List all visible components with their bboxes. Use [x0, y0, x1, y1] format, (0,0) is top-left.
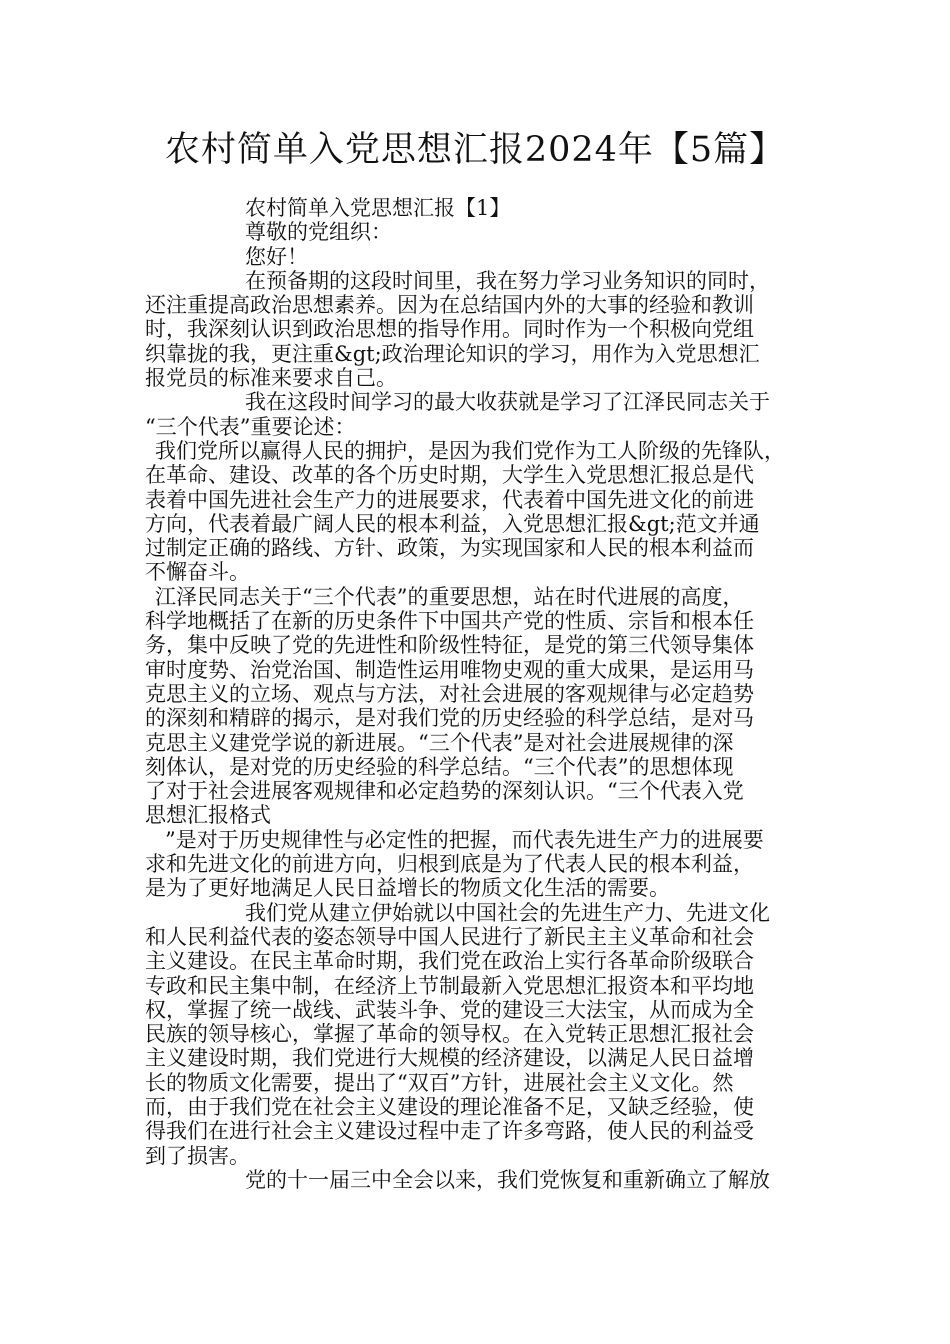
- text-line: 在预备期的这段时间里，我在努力学习业务知识的同时，: [245, 268, 770, 293]
- text-line: 克思主义的立场、观点与方法，对社会进展的客观规律与必定趋势: [145, 681, 754, 706]
- text-line: 我们党所以赢得人民的拥护，是因为我们党作为工人阶级的先锋队，: [155, 438, 785, 463]
- text-line: 您好！: [245, 244, 308, 269]
- text-line: 刻体认，是对党的历史经验的科学总结。“三个代表”的思想体现: [145, 754, 734, 779]
- text-line: 主义建设。在民主革命时期，我们党在政治上实行各革命阶级联合: [145, 949, 754, 974]
- text-line: 思想汇报格式: [145, 803, 271, 828]
- text-line: 农村简单入党思想汇报【1】: [245, 196, 511, 220]
- text-line: 到了损害。: [145, 1143, 250, 1168]
- text-line: 务，集中反映了党的先进性和阶级性特征，是党的第三代领导集体: [145, 633, 754, 658]
- text-line: 党的十一届三中全会以来，我们党恢复和重新确立了解放: [245, 1167, 770, 1192]
- document-title: 农村简单入党思想汇报2024年【5篇】: [164, 130, 786, 170]
- text-line: 的深刻和精辟的揭示，是对我们党的历史经验的科学总结，是对马: [145, 706, 754, 731]
- text-line: 得我们在进行社会主义建设过程中走了许多弯路，使人民的利益受: [145, 1119, 754, 1144]
- text-line: 我在这段时间学习的最大收获就是学习了江泽民同志关于: [245, 390, 770, 415]
- text-line: 而，由于我们党在社会主义建设的理论准备不足，又缺乏经验，使: [145, 1094, 754, 1119]
- text-line: “三个代表”重要论述：: [145, 414, 356, 439]
- text-line: 报党员的标准来要求自己。: [145, 366, 397, 391]
- text-line: 克思主义建党学说的新进展。“三个代表”是对社会进展规律的深: [145, 730, 734, 755]
- text-line: 审时度势、治党治国、制造性运用唯物史观的重大成果，是运用马: [145, 657, 754, 682]
- text-line: 了对于社会进展客观规律和必定趋势的深刻认识。“三个代表入党: [145, 779, 744, 804]
- text-line: 江泽民同志关于“三个代表”的重要思想，站在时代进展的高度，: [155, 584, 744, 609]
- text-line: 织靠拢的我，更注重&gt;政治理论知识的学习，用作为入党思想汇: [145, 341, 760, 366]
- text-line: 专政和民主集中制，在经济上节制最新入党思想汇报资本和平均地: [145, 973, 754, 998]
- text-line: 方向，代表着最广阔人民的根本利益，入党思想汇报&gt;范文并通: [145, 511, 760, 536]
- text-line: 尊敬的党组织：: [245, 220, 392, 245]
- text-line: 主义建设时期，我们党进行大规模的经济建设，以满足人民日益增: [145, 1046, 754, 1071]
- text-line: 和人民利益代表的姿态领导中国人民进行了新民主主义革命和社会: [145, 924, 754, 949]
- text-line: 时，我深刻认识到政治思想的指导作用。同时作为一个积极向党组: [145, 317, 754, 342]
- text-line: 表着中国先进社会生产力的进展要求，代表着中国先进文化的前进: [145, 487, 754, 512]
- text-line: 民族的领导核心，掌握了革命的领导权。在入党转正思想汇报社会: [145, 1022, 754, 1047]
- document-body: [145, 196, 815, 1192]
- text-line: 在革命、建设、改革的各个历史时期，大学生入党思想汇报总是代: [145, 463, 754, 488]
- text-line: 是为了更好地满足人民日益增长的物质文化生活的需要。: [145, 876, 670, 901]
- text-line: 科学地概括了在新的历史条件下中国共产党的性质、宗旨和根本任: [145, 609, 754, 634]
- text-line: 长的物质文化需要，提出了“双百”方针，进展社会主义文化。然: [145, 1070, 734, 1095]
- text-line: 不懈奋斗。: [145, 560, 250, 585]
- text-line: 权，掌握了统一战线、武装斗争、党的建设三大法宝，从而成为全: [145, 997, 754, 1022]
- text-line: 我们党从建立伊始就以中国社会的先进生产力、先进文化: [245, 900, 770, 925]
- text-line: 求和先进文化的前进方向，归根到底是为了代表人民的根本利益，: [145, 852, 754, 877]
- text-line: ”是对于历史规律性与必定性的把握，而代表先进生产力的进展要: [165, 827, 764, 852]
- text-line: 过制定正确的路线、方针、政策，为实现国家和人民的根本利益而: [145, 536, 754, 561]
- text-line: 还注重提高政治思想素养。因为在总结国内外的大事的经验和教训: [145, 293, 754, 318]
